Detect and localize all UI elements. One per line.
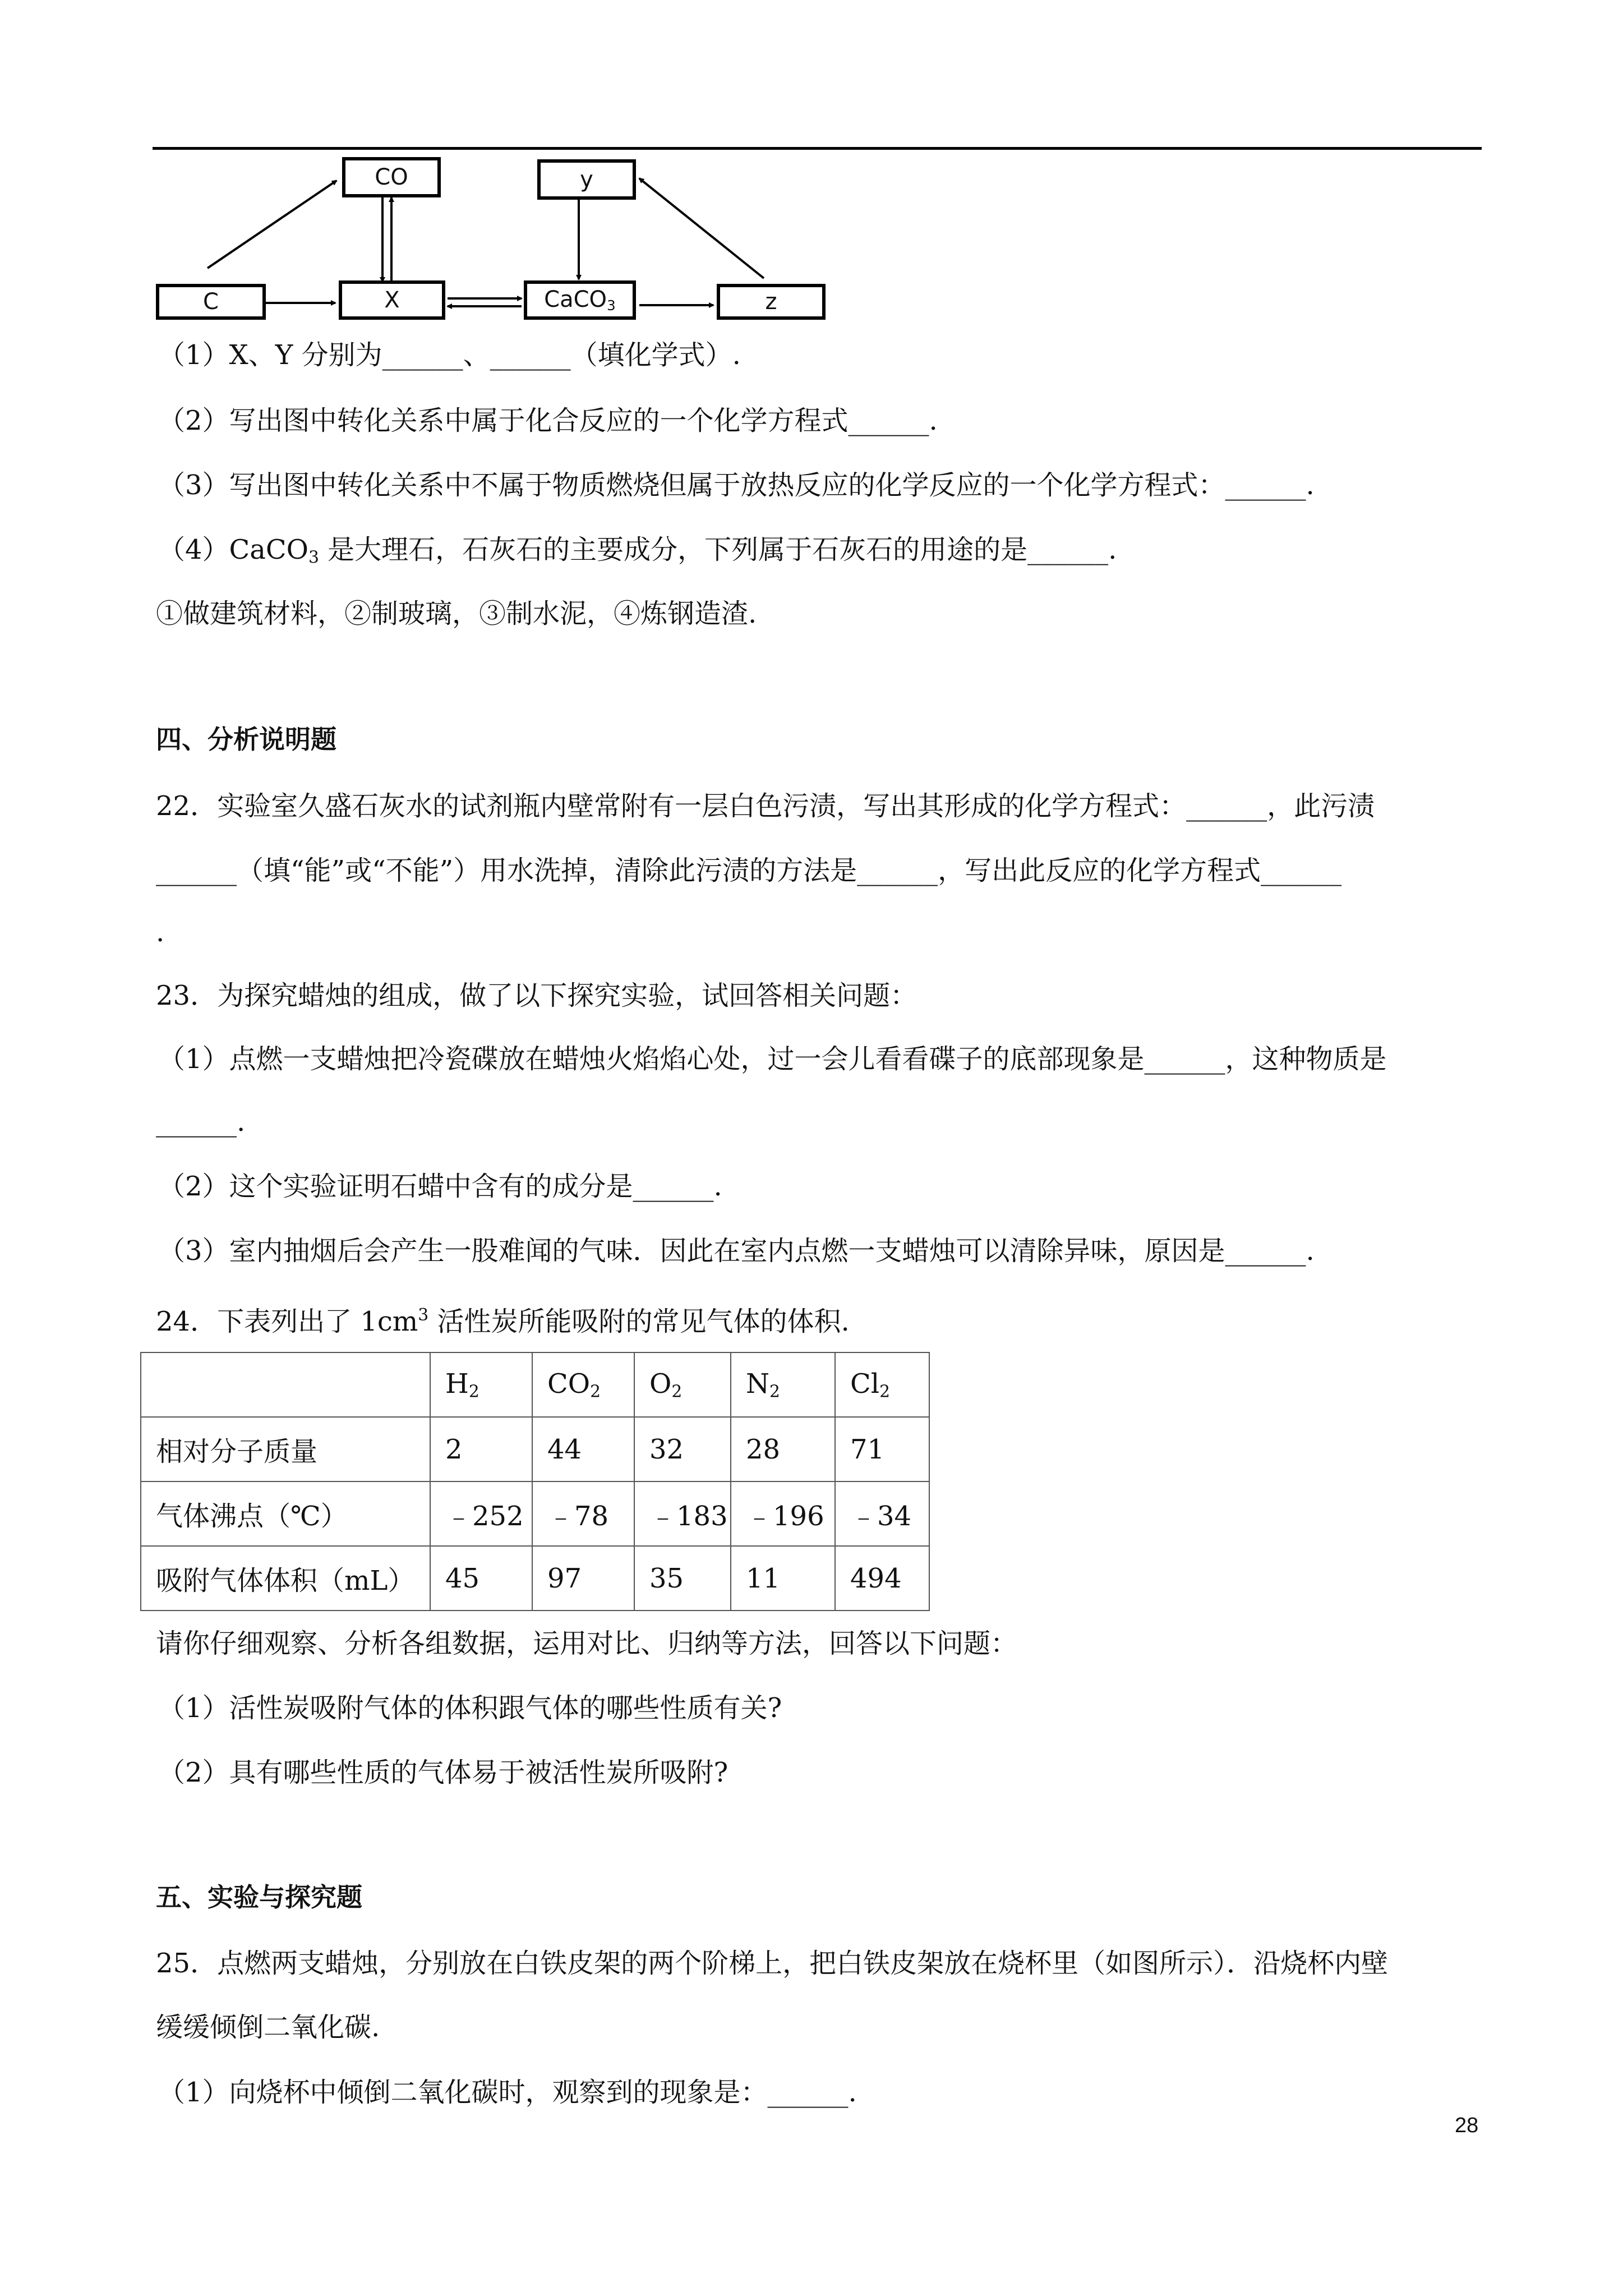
table-cell: 45 xyxy=(430,1546,532,1611)
table-cell: 11 xyxy=(731,1546,835,1611)
table-row xyxy=(141,1546,929,1611)
table-cell: 494 xyxy=(835,1546,929,1611)
q24-stem xyxy=(156,1299,850,1338)
q21-part1: （1）X、Y 分别为______、______（填化学式）. xyxy=(158,339,741,371)
q21-part4-subscript: 3 xyxy=(308,547,319,568)
box-y-label: y xyxy=(580,167,593,192)
q24-stem-superscript: 3 xyxy=(418,1305,429,1325)
gas-formula-subscript: 2 xyxy=(590,1382,601,1402)
table-cell: 71 xyxy=(835,1417,929,1481)
table-header-row xyxy=(141,1352,929,1417)
table-cell: ﹣252 xyxy=(430,1481,532,1546)
q25-line2: 缓缓倾倒二氧化碳. xyxy=(156,2012,380,2043)
table-header-cell xyxy=(532,1352,634,1417)
row-label: 气体沸点（℃） xyxy=(141,1481,430,1546)
q21-part3: （3）写出图中转化关系中不属于物质燃烧但属于放热反应的化学反应的一个化学方程式：______. xyxy=(158,470,1315,501)
table-header-cell xyxy=(731,1352,835,1417)
table-row xyxy=(141,1417,929,1481)
box-caco3 xyxy=(524,280,636,320)
q24-instruction: 请你仔细观察、分析各组数据，运用对比、归纳等方法，回答以下问题： xyxy=(156,1628,1018,1659)
gas-formula: Cl xyxy=(850,1368,880,1400)
gas-formula: H xyxy=(445,1368,469,1400)
box-x-label: X xyxy=(384,287,400,313)
q24-part2: （2）具有哪些性质的气体易于被活性炭所吸附? xyxy=(158,1757,728,1788)
box-c-label: C xyxy=(203,289,219,315)
table-cell: 32 xyxy=(634,1417,731,1481)
q23-part1-line2: ______. xyxy=(156,1106,246,1138)
q21-options: ①做建筑材料，②制玻璃，③制水泥，④炼钢造渣. xyxy=(156,598,757,629)
q25-part1: （1）向烧杯中倾倒二氧化碳时，观察到的现象是：______. xyxy=(158,2077,857,2108)
gas-formula: O xyxy=(649,1368,672,1400)
arrow-z-to-y xyxy=(639,178,764,278)
q21-part4 xyxy=(158,533,1117,574)
q21-part2: （2）写出图中转化关系中属于化合反应的一个化学方程式______. xyxy=(158,405,938,436)
table-cell: ﹣34 xyxy=(835,1481,929,1546)
box-co xyxy=(342,157,441,197)
page-number: 28 xyxy=(1455,2114,1479,2137)
box-z xyxy=(717,284,826,320)
q21-part4-text-b: 是大理石，石灰石的主要成分，下列属于石灰石的用途的是______. xyxy=(319,534,1117,565)
q21-part4-text-a: （4）CaCO xyxy=(158,534,308,565)
box-z-label: z xyxy=(765,289,777,315)
table-header-cell xyxy=(430,1352,532,1417)
table-row xyxy=(141,1481,929,1546)
box-c xyxy=(156,284,266,320)
conversion-diagram xyxy=(151,151,830,331)
table-header-cell xyxy=(835,1352,929,1417)
table-header-cell xyxy=(634,1352,731,1417)
table-cell: ﹣183 xyxy=(634,1481,731,1546)
table-corner-cell xyxy=(141,1352,430,1417)
gas-formula-subscript: 2 xyxy=(769,1382,780,1402)
table-cell: 97 xyxy=(532,1546,634,1611)
q25-line1: 25．点燃两支蜡烛，分别放在白铁皮架的两个阶梯上，把白铁皮架放在烧杯里（如图所示）．沿烧杯内壁 xyxy=(156,1948,1389,1979)
table-cell: 35 xyxy=(634,1546,731,1611)
box-caco3-label: CaCO$_3$ xyxy=(544,286,616,314)
arrow-c-to-co xyxy=(208,181,336,268)
q24-stem-text-b: 活性炭所能吸附的常见气体的体积. xyxy=(428,1305,850,1337)
q24-stem-text-a: 24．下表列出了 1cm xyxy=(156,1305,418,1337)
row-label: 相对分子质量 xyxy=(141,1417,430,1481)
table-cell: ﹣196 xyxy=(731,1481,835,1546)
gas-formula-subscript: 2 xyxy=(671,1382,683,1402)
q22-line2: ______（填“能”或“不能”）用水洗掉，清除此污渍的方法是______，写出此反应的化学方程式______ xyxy=(156,855,1342,886)
section5-title: 五、实验与探究题 xyxy=(156,1882,362,1912)
section4-title: 四、分析说明题 xyxy=(156,724,336,754)
box-x xyxy=(339,280,445,320)
table-cell: 2 xyxy=(430,1417,532,1481)
q23-part3: （3）室内抽烟后会产生一股难闻的气味．因此在室内点燃一支蜡烛可以清除异味，原因是______. xyxy=(158,1235,1315,1267)
q22-line1: 22．实验室久盛石灰水的试剂瓶内壁常附有一层白色污渍，写出其形成的化学方程式：______，此污渍 xyxy=(156,790,1375,822)
table-cell: 28 xyxy=(731,1417,835,1481)
gas-formula-subscript: 2 xyxy=(879,1382,891,1402)
q22-line3: . xyxy=(156,917,165,948)
row-label: 吸附气体体积（mL） xyxy=(141,1546,430,1611)
adsorption-table xyxy=(140,1352,930,1611)
table-cell: 44 xyxy=(532,1417,634,1481)
box-y xyxy=(537,159,636,200)
q23-part1-line1: （1）点燃一支蜡烛把冷瓷碟放在蜡烛火焰焰心处，过一会儿看看碟子的底部现象是______，这种物质是 xyxy=(158,1043,1387,1075)
q23-stem: 23．为探究蜡烛的组成，做了以下探究实验，试回答相关问题： xyxy=(156,980,917,1011)
gas-formula-subscript: 2 xyxy=(468,1382,479,1402)
gas-formula: CO xyxy=(547,1368,591,1400)
box-co-label: CO xyxy=(375,164,408,190)
q24-part1: （1）活性炭吸附气体的体积跟气体的哪些性质有关? xyxy=(158,1692,782,1724)
header-rule xyxy=(153,147,1482,150)
gas-formula: N xyxy=(746,1368,769,1400)
q23-part2: （2）这个实验证明石蜡中含有的成分是______. xyxy=(158,1171,722,1202)
table-cell: ﹣78 xyxy=(532,1481,634,1546)
